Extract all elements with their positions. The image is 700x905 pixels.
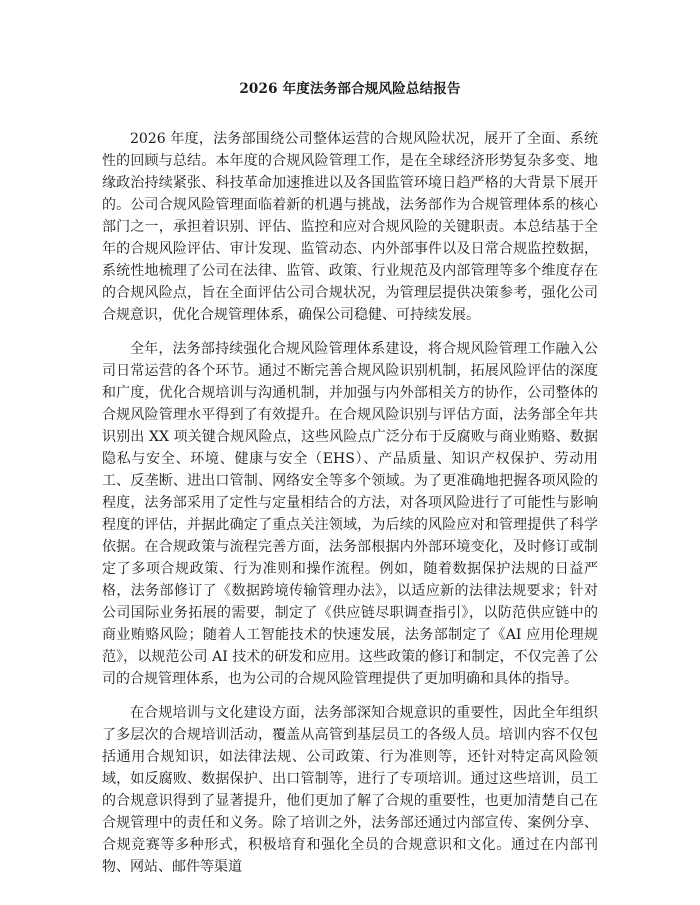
paragraph-2: 全年，法务部持续强化合规风险管理体系建设，将合规风险管理工作融入公司日常运营的各个环节。通过不断完善合规风险识别机制，拓展风险评估的深度和广度，优化合规培训与沟通机制，并加强与内外部相关方的协作，公司整体的合规风险管理水平得到了有效提升。在合规风险识别与评估方面，法务部全年共识别出 XX 项关键合规风险点，这些风险点广泛分布于反腐败与商业贿赂、数据隐私与安全、环境、健康与安全（EHS）、产品质量、知识产权保护、劳动用工、反垄断、进出口管制、网络安全等多个领域。为了更准确地把握各项风险的程度，法务部采用了定性与定量相结合的方法，对各项风险进行了可能性与影响程度的评估，并据此确定了重点关注领域，为后续的风险应对和管理提供了科学依据。在合规政策与流程完善方面，法务部根据内外部环境变化，及时修订或制定了多项合规政策、行为准则和操作流程。例如，随着数据保护法规的日益严格，法务部修订了《数据跨境传输管理办法》，以适应新的法律法规要求；针对公司国际业务拓展的需要，制定了《供应链尽职调查指引》，以防范供应链中的商业贿赂风险；随着人工智能技术的快速发展，法务部制定了《AI 应用伦理规范》，以规范公司 AI 技术的研发和应用。这些政策的修订和制定，不仅完善了公司的合规管理体系，也为公司的合规风险管理提供了更加明确和具体的指导。 <box>102 341 598 687</box>
document-title: 2026 年度法务部合规风险总结报告 <box>239 81 461 97</box>
paragraph-1: 2026 年度，法务部围绕公司整体运营的合规风险状况，展开了全面、系统性的回顾与总结。本年度的合规风险管理工作，是在全球经济形势复杂多变、地缘政治持续紧张、科技革命加速推进以及各国监管环境日趋严格的大背景下展开的。公司合规风险管理面临着新的机遇与挑战，法务部作为合规管理体系的核心部门之一，承担着识别、评估、监控和应对合规风险的关键职责。本总结基于全年的合规风险评估、审计发现、监管动态、内外部事件以及日常合规监控数据，系统性地梳理了公司在法律、监管、政策、行业规范及内部管理等多个维度存在的合规风险点，旨在全面评估公司合规状况，为管理层提供决策参考，强化公司合规意识，优化合规管理体系，确保公司稳健、可持续发展。 <box>102 131 598 323</box>
document-body <box>102 128 598 890</box>
paragraph-3: 在合规培训与文化建设方面，法务部深知合规意识的重要性，因此全年组织了多层次的合规培训活动，覆盖从高管到基层员工的各级人员。培训内容不仅包括通用合规知识，如法律法规、公司政策、行为准则等，还针对特定高风险领域，如反腐败、数据保护、出口管制等，进行了专项培训。通过这些培训，员工的合规意识得到了显著提升，他们更加了解了合规的重要性，也更加清楚自己在合规管理中的责任和义务。除了培训之外，法务部还通过内部宣传、案例分享、合规竞赛等多种形式，积极培育和强化全员的合规意识和文化。通过在内部刊物、网站、邮件等渠道 <box>102 705 598 875</box>
